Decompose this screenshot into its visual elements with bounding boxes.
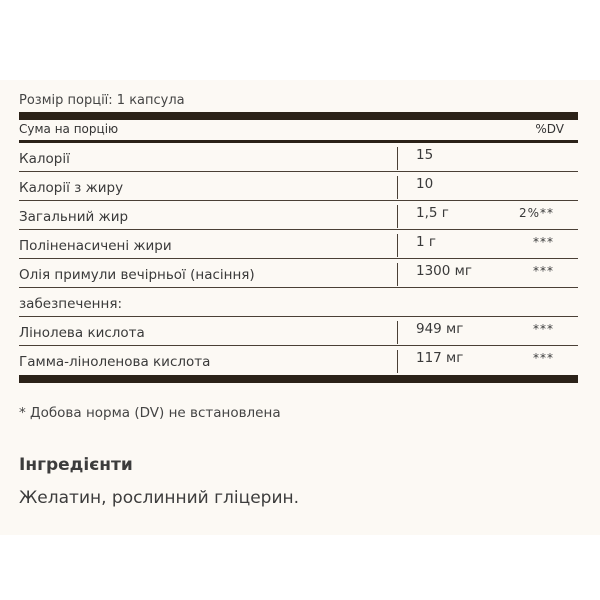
row-amount: 1300 мг — [397, 263, 472, 286]
ingredients-title: Інгредієнти — [19, 455, 133, 475]
row-dv: *** — [533, 264, 554, 278]
row-label: Поліненасичені жири — [19, 238, 172, 254]
dv-header-label: %DV — [535, 122, 564, 136]
row-amount: 10 — [397, 176, 433, 199]
table-header — [19, 120, 578, 143]
row-dv: *** — [533, 322, 554, 336]
row-label: Калорії — [19, 151, 70, 167]
row-dv: 2%** — [518, 206, 554, 220]
table-row — [19, 317, 578, 346]
row-amount: 949 мг — [397, 321, 463, 344]
row-amount: 1 г — [397, 234, 436, 257]
row-label: Калорії з жиру — [19, 180, 124, 196]
row-dv: *** — [533, 351, 554, 365]
table-row — [19, 346, 578, 374]
bottom-divider — [19, 375, 578, 383]
row-dv: *** — [533, 235, 554, 249]
row-label: Гамма-ліноленова кислота — [19, 354, 211, 370]
serving-size: Розмір порції: 1 капсула — [19, 93, 185, 108]
row-amount: 15 — [397, 147, 433, 170]
row-label: Лінолева кислота — [19, 325, 145, 341]
table-row — [19, 230, 578, 259]
row-label: Загальний жир — [19, 209, 129, 225]
row-label: Олія примули вечірньої (насіння) — [19, 267, 255, 283]
top-divider — [19, 112, 578, 120]
ingredients-text: Желатин, рослинний гліцерин. — [19, 488, 300, 508]
table-row — [19, 201, 578, 230]
row-amount: 1,5 г — [397, 205, 449, 228]
amount-per-serving-label: Сума на порцію — [19, 122, 119, 136]
row-amount — [397, 292, 415, 315]
dv-footnote: * Добова норма (DV) не встановлена — [19, 405, 281, 421]
nutrition-table — [19, 112, 578, 383]
table-row — [19, 288, 578, 317]
row-label: забезпечення: — [19, 296, 122, 312]
table-row — [19, 172, 578, 201]
row-amount: 117 мг — [397, 350, 463, 373]
table-row — [19, 259, 578, 288]
table-row — [19, 143, 578, 172]
